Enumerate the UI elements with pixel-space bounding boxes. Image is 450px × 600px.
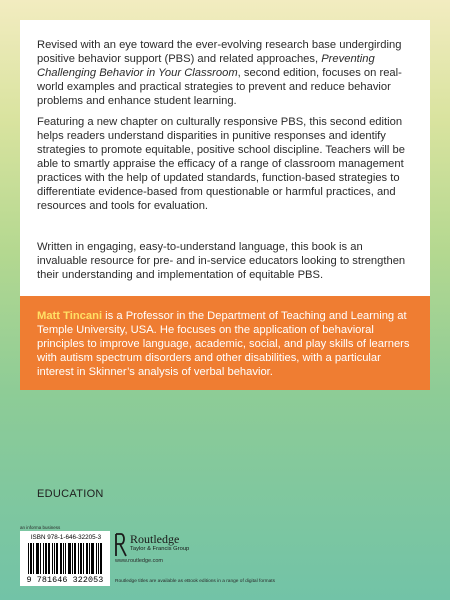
routledge-logo-icon (115, 533, 127, 557)
barcode-bars (28, 543, 102, 574)
publisher-name: Routledge (130, 532, 180, 546)
description-paragraph-2: Featuring a new chapter on culturally responsive PBS, this second edition helps readers understand disparities in punitive responses and identify strategies to promote equitable, positive school discipline. Teachers will be able to smartly appraise the efficacy of a range of classroom management practices with the help of updated standards, function-based strategies to differentiate evidence-based from questionable or harmful practices, and resources and tools for evaluation. (37, 116, 405, 212)
description-paragraph-3: Written in engaging, easy-to-understand language, this book is an invaluable resource for pre- and in-service educators looking to strengthen their understanding and implementation of equitable PBS. (37, 241, 406, 281)
publisher-block (115, 532, 205, 572)
description-paragraph-1 (37, 38, 413, 108)
publisher-website: www.routledge.com (115, 558, 163, 564)
author-bio (37, 309, 415, 379)
subject-category: EDUCATION (37, 488, 104, 500)
ebook-note: Routledge titles are available as eBook editions in a range of digital formats (115, 579, 275, 584)
barcode (20, 531, 110, 586)
description-text: , second edition, focuses on real-world examples and practical strategies to prevent and reduce behavior problems and enhance student learning. (37, 67, 402, 107)
description-text: Revised with an eye toward the ever-evolving research base undergirding positive behavior support (PBS) and related approaches, (37, 39, 402, 65)
imprint-line: an informa business (20, 525, 61, 530)
barcode-digits: 9 781646 322053 (26, 575, 104, 585)
book-title: Preventing Challenging Behavior in Your Classroom (37, 53, 375, 79)
author-name: Matt Tincani (37, 310, 103, 322)
author-bio-text: is a Professor in the Department of Teaching and Learning at Temple University, USA. He focuses on the application of behavioral principles to improve language, academic, social, and play skills of learners with autism spectrum disorders and other disabilities, with a particular interest in Skinner’s analysis of verbal behavior. (37, 310, 410, 378)
publisher-group: Taylor & Francis Group (130, 546, 190, 552)
isbn-label: ISBN 978-1-646-32205-3 (30, 534, 102, 541)
